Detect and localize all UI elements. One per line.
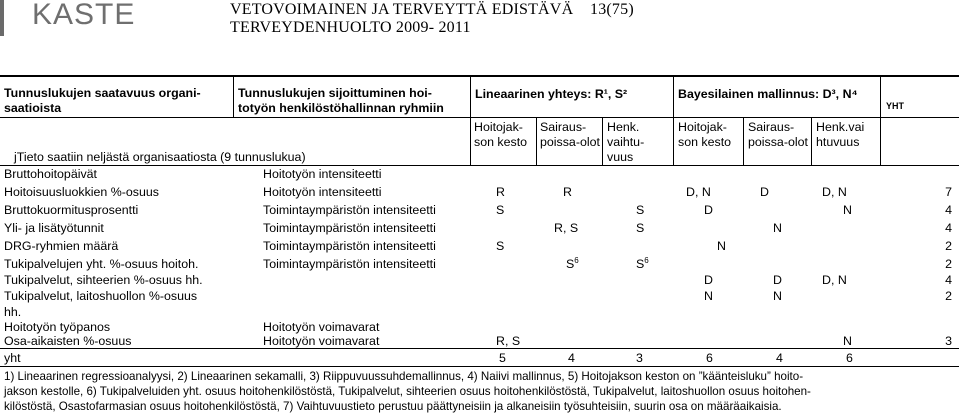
cell-bayes-duration: D bbox=[704, 273, 713, 287]
cell-bayes-duration: N bbox=[717, 239, 726, 253]
col-divider-1 bbox=[233, 75, 234, 118]
footnote-line-2: jakson kestolle, 6) Tukipalveluiden yht. osuus hoitohenkilöstöstä, Tukipalvelut, sihteerien osuus hoitohenkilöstöstä, Tukipalvelut, laitoshuollon osuus hoitohen- bbox=[4, 385, 811, 398]
row-group: Hoitotyön voimavarat bbox=[263, 320, 380, 334]
cell-linear-duration: R, S bbox=[496, 334, 521, 348]
row-name: Bruttokuormitusprosentti bbox=[4, 203, 139, 217]
header-title-line1: VETOVOIMAINEN JA TERVEYTTÄ EDISTÄVÄ bbox=[230, 1, 574, 18]
cell-linear-sickleave: R bbox=[563, 185, 572, 199]
sub-header-sickleave-bayes: Sairaus-poissa-olot bbox=[748, 120, 808, 149]
cell-yht: 2 bbox=[945, 257, 952, 271]
cell-linear-sickleave: $S^6$ bbox=[566, 255, 579, 271]
row-name: Osa-aikaisten %-osuus bbox=[4, 334, 132, 348]
cell-bayes-turnover: D, N bbox=[822, 273, 847, 287]
kaste-logo: KASTE bbox=[32, 0, 136, 31]
table-top-rule bbox=[0, 75, 959, 77]
totals-rule-bottom bbox=[0, 366, 959, 367]
cell-linear-sickleave: R, S bbox=[554, 221, 579, 235]
cell-bayes-turnover: N bbox=[843, 203, 852, 217]
sub-header-duration-bayes: Hoitojak-son kesto bbox=[678, 120, 732, 149]
cell-yht: 4 bbox=[945, 273, 952, 287]
row-group: Hoitotyön intensiteetti bbox=[263, 185, 382, 199]
sub-header-turnover-linear: Henk. vaihtu-vuus bbox=[607, 120, 645, 164]
col-divider-4 bbox=[880, 75, 881, 166]
sub-divider-2 bbox=[602, 118, 603, 166]
cell-linear-turnover: S bbox=[636, 221, 645, 235]
cell-yht: 4 bbox=[945, 203, 952, 217]
cell-bayes-sickleave: N bbox=[773, 221, 782, 235]
sub-header-duration-linear: Hoitojak-son kesto bbox=[474, 120, 528, 149]
cell-linear-duration: R bbox=[496, 185, 505, 199]
total-linear-duration: 5 bbox=[499, 351, 506, 365]
cell-bayes-sickleave: N bbox=[773, 289, 782, 303]
cell-linear-duration: S bbox=[496, 239, 505, 253]
total-bayes-sickleave: 4 bbox=[776, 351, 783, 365]
cell-yht: 2 bbox=[945, 289, 952, 303]
row-name: DRG-ryhmien määrä bbox=[4, 239, 119, 253]
footnote-line-1: 1) Lineaarinen regressioanalyysi, 2) Lineaarinen sekamalli, 3) Riippuvuussuhdemallinnus, 4) Naiivi mallinnus, 5) Hoitojakson keston on ”käänteisluku” hoito- bbox=[4, 370, 804, 383]
sub-header-sickleave-linear: Sairaus-poissa-olot bbox=[540, 120, 600, 149]
group-linear-header: Lineaarinen yhteys: R¹, S² bbox=[475, 87, 628, 101]
page-number: 13(75) bbox=[590, 1, 634, 18]
cell-bayes-turnover: N bbox=[843, 334, 852, 348]
cell-bayes-sickleave: D bbox=[773, 273, 782, 287]
total-bayes-turnover: 6 bbox=[846, 351, 853, 365]
row-group: Hoitotyön intensiteetti bbox=[263, 167, 382, 181]
row-group: Toimintaympäristön intensiteetti bbox=[263, 203, 436, 217]
col-divider-3 bbox=[673, 75, 674, 166]
footnote-mark: 6 bbox=[574, 255, 579, 265]
cell-bayes-duration: D, N bbox=[686, 185, 711, 199]
cell-linear-turnover: $S^6$ bbox=[636, 255, 649, 271]
cell-yht: 4 bbox=[945, 221, 952, 235]
totals-label: yht bbox=[4, 351, 21, 365]
row-group: Hoitotyön voimavarat bbox=[263, 334, 380, 348]
total-linear-turnover: 3 bbox=[636, 351, 643, 365]
cell-bayes-duration: D bbox=[704, 203, 713, 217]
row-group: Toimintaympäristön intensiteetti bbox=[263, 239, 436, 253]
info-note: jTieto saatiin neljästä organisaatiosta (9 tunnuslukua) bbox=[14, 150, 306, 164]
col-divider-2 bbox=[470, 75, 471, 166]
total-bayes-duration: 6 bbox=[706, 351, 713, 365]
row-name-continued: hh. bbox=[4, 305, 22, 319]
row-name: Hoitoisuusluokkien %-osuus bbox=[4, 185, 159, 199]
sub-divider-1 bbox=[536, 118, 537, 166]
totals-rule-top bbox=[0, 348, 959, 349]
cell-linear-duration: S bbox=[496, 203, 505, 217]
row-group: Toimintaympäristön intensiteetti bbox=[263, 257, 436, 271]
logo-bar bbox=[0, 0, 4, 36]
sub-divider-4 bbox=[811, 118, 812, 166]
sub-divider-3 bbox=[743, 118, 744, 166]
header-title-line2: TERVEYDENHUOLTO 2009- 2011 bbox=[230, 19, 471, 36]
sub-header-turnover-bayes: Henk.vai htuvuus bbox=[816, 120, 865, 149]
row-group: Toimintaympäristön intensiteetti bbox=[263, 221, 436, 235]
row-name: Hoitotyön työpanos bbox=[4, 320, 111, 334]
cell-yht: 3 bbox=[945, 334, 952, 348]
cell-linear-turnover: S bbox=[636, 203, 645, 217]
yht-header: YHT bbox=[886, 101, 904, 111]
col-grouping-title: Tunnuslukujen sijoittuminen hoi-totyön henkilöstöhallinnan ryhmiin bbox=[238, 86, 444, 115]
footnote-line-3: kilöstöstä, Osastofarmasian osuus hoitohenkilöstöstä, 7) Vaihtuvuustieto perustuu päättyneisiin ja alkaneisiin työsuhteisiin, suurin osa on määräaikaisia. bbox=[4, 400, 782, 413]
row-name: Tukipalvelut, sihteerien %-osuus hh. bbox=[4, 273, 203, 287]
row-name: Tukipalvelut, laitoshuollon %-osuus bbox=[4, 289, 198, 303]
footnote-mark: 6 bbox=[644, 255, 649, 265]
row-name: Tukipalvelujen yht. %-osuus hoitoh. bbox=[4, 257, 199, 271]
cell-bayes-sickleave: D bbox=[760, 185, 769, 199]
cell-bayes-duration: N bbox=[704, 289, 713, 303]
group-bayes-header: Bayesilainen mallinnus: D³, N⁴ bbox=[678, 87, 858, 101]
total-linear-sickleave: 4 bbox=[568, 351, 575, 365]
cell-yht: 2 bbox=[945, 239, 952, 253]
header-rule-1 bbox=[0, 117, 959, 118]
cell-yht: 7 bbox=[945, 185, 952, 199]
col-availability-title: Tunnuslukujen saatavuus organi-saatioista bbox=[4, 86, 201, 115]
cell-bayes-turnover: D, N bbox=[822, 185, 847, 199]
header-rule-2 bbox=[0, 165, 959, 166]
row-name: Bruttohoitopäivät bbox=[4, 167, 97, 181]
row-name: Yli- ja lisätyötunnit bbox=[4, 221, 104, 235]
